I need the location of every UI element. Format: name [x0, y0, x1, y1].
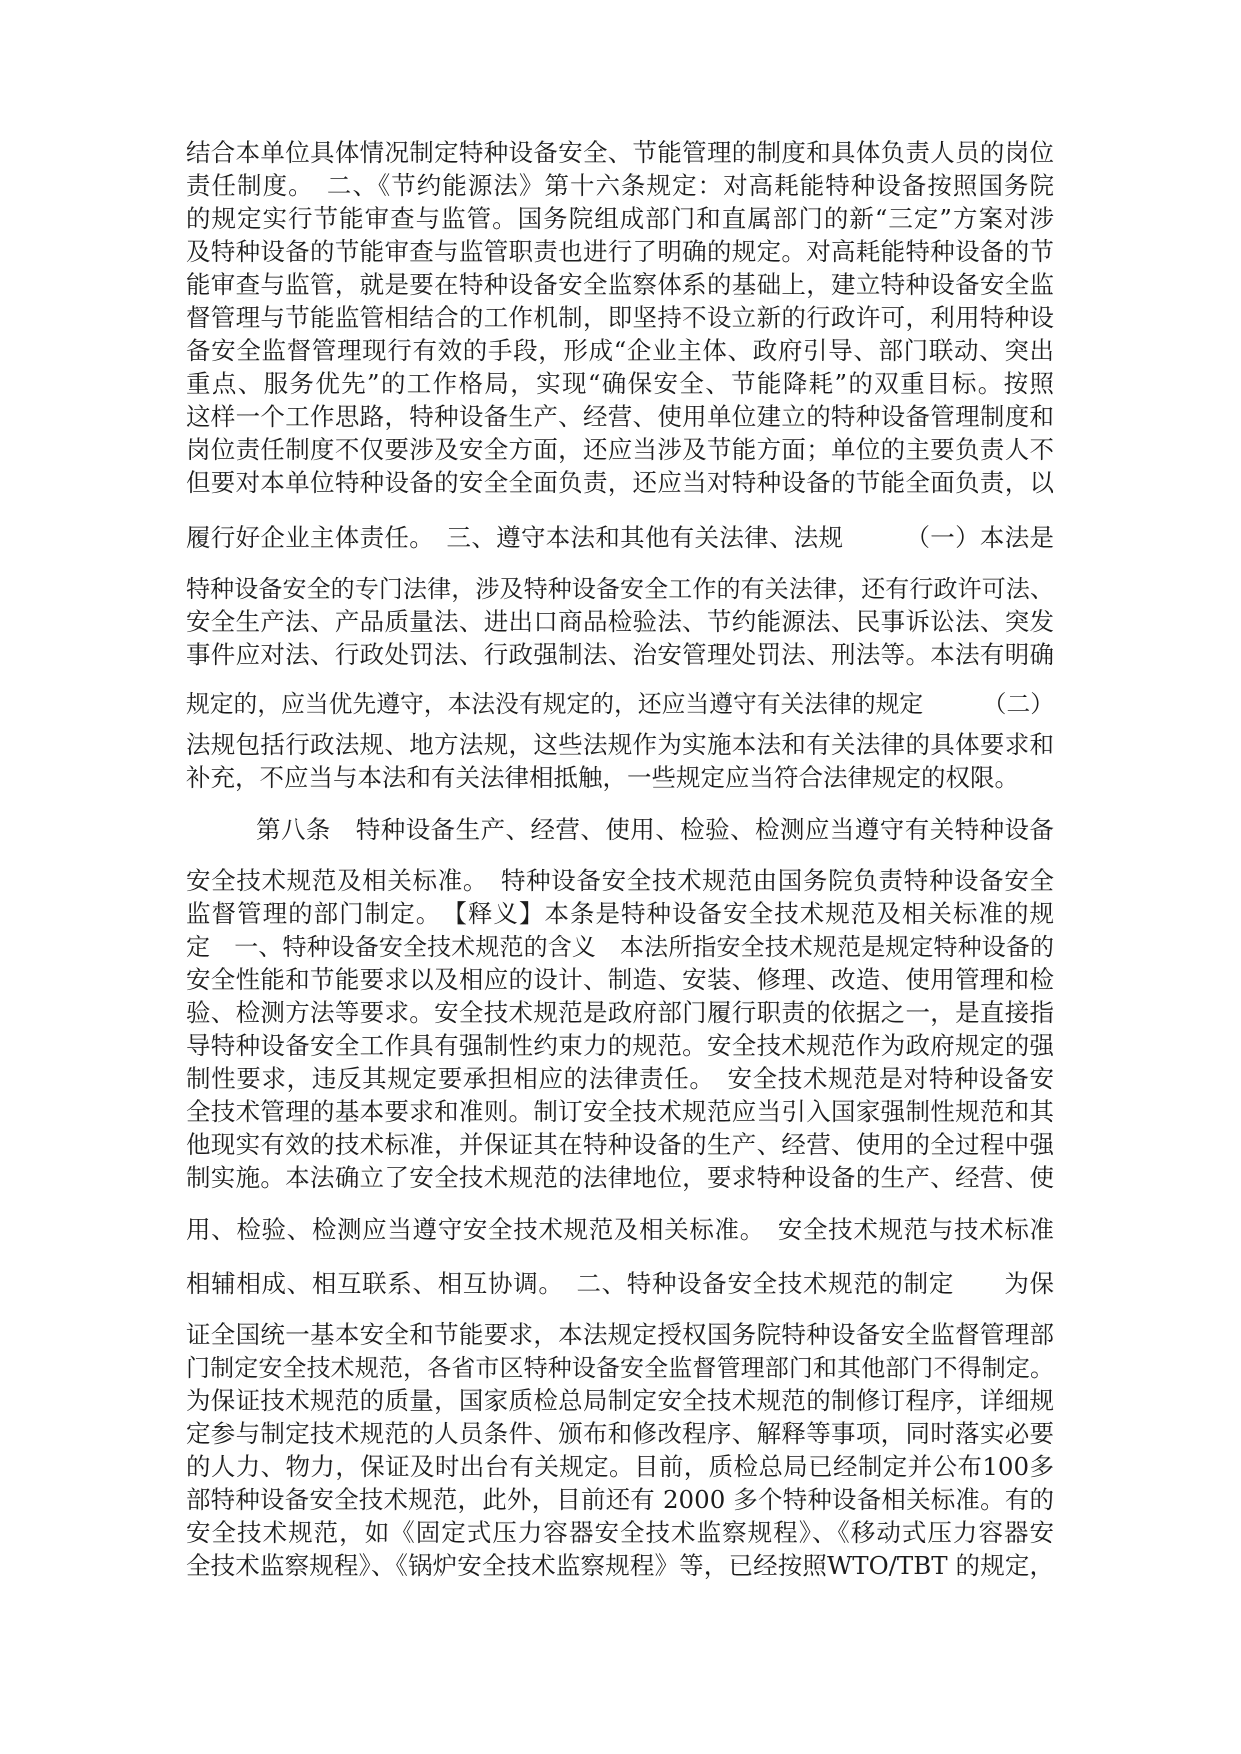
text-line: 事件应对法、行政处罚法、行政强制法、治安管理处罚法、刑法等。本法有明确	[186, 640, 1054, 669]
text-line: 全技术管理的基本要求和准则。制订安全技术规范应当引入国家强制性规范和其	[186, 1097, 1054, 1126]
text-line: 法规包括行政法规、地方法规，这些法规作为实施本法和有关法律的具体要求和	[186, 730, 1054, 759]
text-line: 履行好企业主体责任。 三、遵守本法和其他有关法律、法规 （一）本法是	[186, 523, 1054, 552]
text-line: 特种设备安全的专门法律，涉及特种设备安全工作的有关法律，还有行政许可法、	[186, 575, 1054, 603]
text-line: 督管理与节能监管相结合的工作机制，即坚持不设立新的行政许可，利用特种设	[186, 303, 1054, 332]
text-line: 备安全监督管理现行有效的手段，形成“企业主体、政府引导、部门联动、突出	[186, 336, 1054, 365]
text-line: 安全技术规范及相关标准。 特种设备安全技术规范由国务院负责特种设备安全	[186, 866, 1054, 895]
text-line: 导特种设备安全工作具有强制性约束力的规范。安全技术规范作为政府规定的强	[186, 1031, 1054, 1060]
text-line: 相辅相成、相互联系、相互协调。 二、特种设备安全技术规范的制定 为保	[186, 1269, 1054, 1298]
text-line: 但要对本单位特种设备的安全全面负责，还应当对特种设备的节能全面负责，以	[186, 468, 1054, 497]
text-line: 门制定安全技术规范，各省市区特种设备安全监督管理部门和其他部门不得制定。	[186, 1354, 1054, 1382]
text-line: 这样一个工作思路，特种设备生产、经营、使用单位建立的特种设备管理制度和	[186, 402, 1054, 431]
text-line: 他现实有效的技术标准，并保证其在特种设备的生产、经营、使用的全过程中强	[186, 1130, 1054, 1159]
text-line: 的人力、物力，保证及时出台有关规定。目前，质检总局已经制定并公布100多	[186, 1452, 1054, 1481]
text-line: 用、检验、检测应当遵守安全技术规范及相关标准。 安全技术规范与技术标准	[186, 1215, 1054, 1244]
text-line: 验、检测方法等要求。安全技术规范是政府部门履行职责的依据之一，是直接指	[186, 998, 1054, 1027]
text-line: 部特种设备安全技术规范，此外，目前还有 2000 多个特种设备相关标准。有的	[186, 1485, 1054, 1514]
text-line: 重点、服务优先”的工作格局，实现“确保安全、节能降耗”的双重目标。按照	[186, 369, 1054, 398]
text-line: 制性要求，违反其规定要承担相应的法律责任。 安全技术规范是对特种设备安	[186, 1064, 1054, 1093]
text-line: 及特种设备的节能审查与监管职责也进行了明确的规定。对高耗能特种设备的节	[186, 237, 1054, 266]
text-line: 规定的，应当优先遵守，本法没有规定的，还应当遵守有关法律的规定 （二）	[186, 690, 1054, 718]
text-line: 补充，不应当与本法和有关法律相抵触，一些规定应当符合法律规定的权限。	[186, 763, 1019, 792]
text-line: 为保证技术规范的质量，国家质检总局制定安全技术规范的制修订程序，详细规	[186, 1386, 1054, 1415]
text-line: 结合本单位具体情况制定特种设备安全、节能管理的制度和具体负责人员的岗位	[186, 138, 1054, 167]
text-line: 定参与制定技术规范的人员条件、颁布和修改程序、解释等事项，同时落实必要	[186, 1419, 1054, 1448]
text-line: 责任制度。 二、《节约能源法》第十六条规定：对高耗能特种设备按照国务院	[186, 171, 1054, 200]
text-line: 安全技术规范，如《固定式压力容器安全技术监察规程》、《移动式压力容器安	[186, 1518, 1054, 1547]
article-heading: 第八条 特种设备生产、经营、使用、检验、检测应当遵守有关特种设备	[256, 815, 1054, 844]
text-line: 的规定实行节能审查与监管。国务院组成部门和直属部门的新“三定”方案对涉	[186, 204, 1054, 233]
text-line: 安全性能和节能要求以及相应的设计、制造、安装、修理、改造、使用管理和检	[186, 965, 1054, 994]
text-line: 能审查与监管，就是要在特种设备安全监察体系的基础上，建立特种设备安全监	[186, 270, 1054, 299]
text-line: 全技术监察规程》、《锅炉安全技术监察规程》等，已经按照WTO/TBT 的规定，	[186, 1551, 1054, 1580]
text-line: 监督管理的部门制定。 【释义】本条是特种设备安全技术规范及相关标准的规	[186, 899, 1054, 928]
text-line: 安全生产法、产品质量法、进出口商品检验法、节约能源法、民事诉讼法、突发	[186, 607, 1054, 636]
text-line: 定 一、特种设备安全技术规范的含义 本法所指安全技术规范是规定特种设备的	[186, 933, 1054, 961]
text-line: 制实施。本法确立了安全技术规范的法律地位，要求特种设备的生产、经营、使	[186, 1163, 1054, 1192]
text-line: 岗位责任制度不仅要涉及安全方面，还应当涉及节能方面；单位的主要负责人不	[186, 435, 1054, 464]
text-line: 证全国统一基本安全和节能要求，本法规定授权国务院特种设备安全监督管理部	[186, 1320, 1054, 1349]
